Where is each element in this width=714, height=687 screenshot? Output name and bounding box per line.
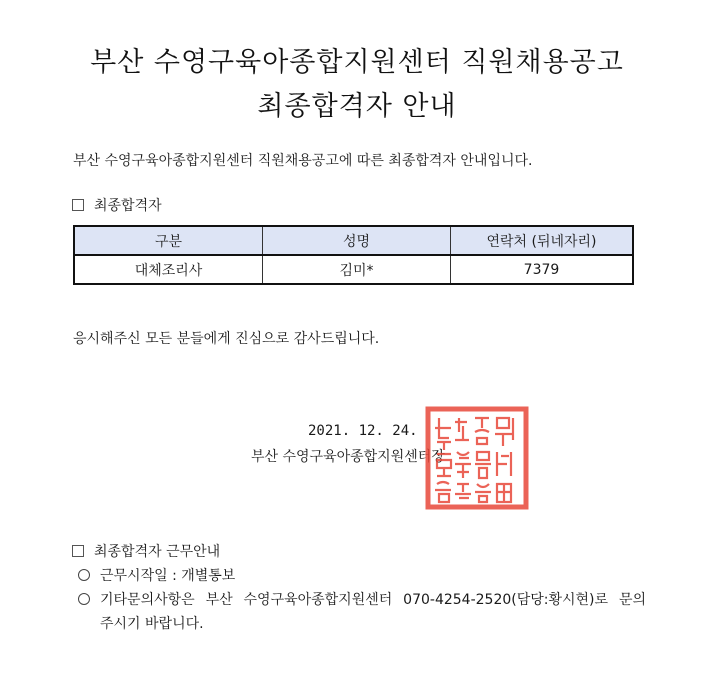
list-item	[78, 589, 646, 609]
section-heading-label: 최종합격자 근무안내	[94, 544, 221, 560]
official-seal-stamp	[425, 406, 529, 510]
document-subtitle: 최종합격자 안내	[257, 91, 457, 122]
list-item-continuation: 주시기 바랍니다.	[100, 616, 204, 632]
table-header-row	[74, 226, 633, 255]
circle-bullet-icon	[78, 569, 90, 581]
column-header: 연락처 (뒤네자리)	[451, 226, 634, 255]
signature-date: 2021. 12. 24.	[308, 423, 418, 439]
table-cell-category: 대체조리사	[74, 255, 263, 284]
checkbox-square-icon	[72, 199, 84, 211]
document-title: 부산 수영구육아종합지원센터 직원채용공고	[90, 47, 624, 78]
column-header: 구분	[74, 226, 263, 255]
signature-org: 부산 수영구육아종합지원센터장	[251, 449, 445, 465]
section-heading-work	[72, 541, 220, 561]
section-heading-label: 최종합격자	[94, 198, 162, 214]
list-item	[78, 565, 235, 585]
table-cell-phone: 7379	[451, 255, 634, 284]
list-item-text: 근무시작일 : 개별통보	[100, 568, 236, 584]
result-table	[73, 225, 634, 285]
table-cell-name: 김미*	[263, 255, 451, 284]
table-row	[74, 255, 633, 284]
checkbox-square-icon	[72, 545, 84, 557]
intro-text: 부산 수영구육아종합지원센터 직원채용공고에 따른 최종합격자 안내입니다.	[73, 153, 533, 169]
list-item-text: 기타문의사항은 부산 수영구육아종합지원센터 070-4254-2520(담당:황시현)로 문의	[100, 592, 646, 608]
section-heading-final	[72, 195, 162, 215]
circle-bullet-icon	[78, 593, 90, 605]
column-header: 성명	[263, 226, 451, 255]
thanks-text: 응시해주신 모든 분들에게 진심으로 감사드립니다.	[73, 331, 380, 347]
